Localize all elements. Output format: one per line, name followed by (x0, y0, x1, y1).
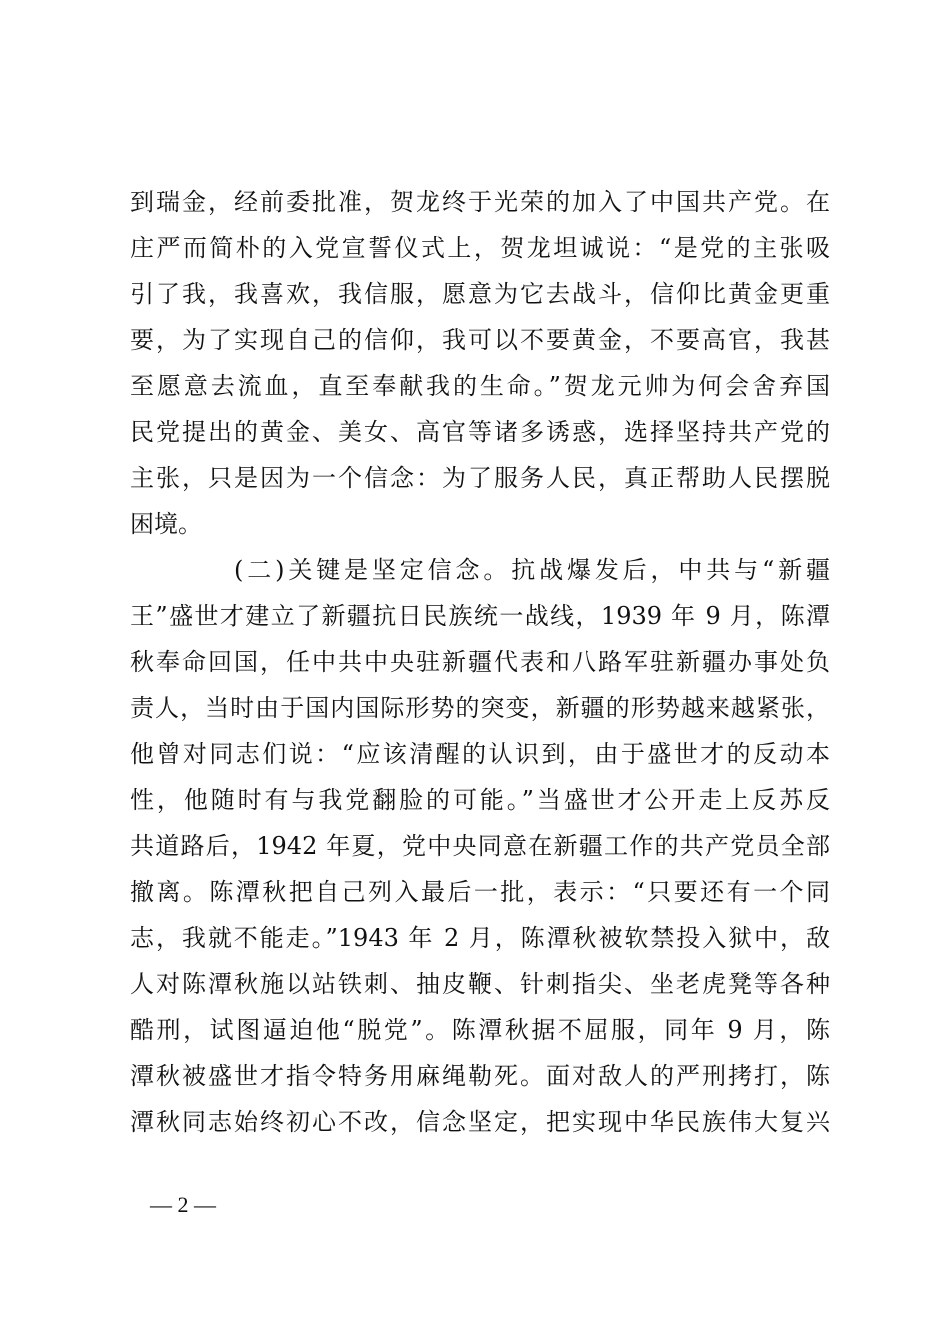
text-line: 人对陈潭秋施以站铁刺、抽皮鞭、针刺指尖、坐老虎凳等各种 (130, 970, 830, 998)
page-number: — 2 — (150, 1192, 216, 1217)
text-line: 引了我，我喜欢，我信服，愿意为它去战斗，信仰比黄金更重 (130, 280, 830, 308)
text-line: 性，他随时有与我党翻脸的可能。”当盛世才公开走上反苏反 (130, 786, 830, 814)
text-line: 他曾对同志们说：“应该清醒的认识到，由于盛世才的反动本 (130, 740, 830, 768)
text-line: 责人，当时由于国内国际形势的突变，新疆的形势越来越紧张， (130, 694, 830, 722)
text-line: 庄严而简朴的入党宣誓仪式上，贺龙坦诚说：“是党的主张吸 (130, 234, 830, 262)
text-line: 志，我就不能走。”1943 年 2 月，陈潭秋被软禁投入狱中，敌 (130, 924, 830, 952)
text-line: 民党提出的黄金、美女、高官等诸多诱惑，选择坚持共产党的 (130, 418, 830, 446)
text-line: 到瑞金，经前委批准，贺龙终于光荣的加入了中国共产党。在 (130, 188, 830, 216)
text-line: 王”盛世才建立了新疆抗日民族统一战线，1939 年 9 月，陈潭 (130, 602, 830, 630)
text-line: 困境。 (130, 510, 202, 538)
text-line: 撤离。陈潭秋把自己列入最后一批，表示：“只要还有一个同 (130, 878, 830, 906)
text-line: 酷刑，试图逼迫他“脱党”。陈潭秋据不屈服，同年 9 月，陈 (130, 1016, 830, 1044)
text-line: 至愿意去流血，直至奉献我的生命。”贺龙元帅为何会舍弃国 (130, 372, 830, 400)
text-line: 潭秋同志始终初心不改，信念坚定，把实现中华民族伟大复兴 (130, 1108, 830, 1136)
text-line: 共道路后，1942 年夏，党中央同意在新疆工作的共产党员全部 (130, 832, 830, 860)
text-line: (二)关键是坚定信念。抗战爆发后，中共与“新疆 (234, 556, 830, 584)
text-line: 主张，只是因为一个信念：为了服务人民，真正帮助人民摆脱 (130, 464, 830, 492)
text-line: 潭秋被盛世才指令特务用麻绳勒死。面对敌人的严刑拷打，陈 (130, 1062, 830, 1090)
text-line: 要，为了实现自己的信仰，我可以不要黄金，不要高官，我甚 (130, 326, 830, 354)
text-line: 秋奉命回国，任中共中央驻新疆代表和八路军驻新疆办事处负 (130, 648, 830, 676)
